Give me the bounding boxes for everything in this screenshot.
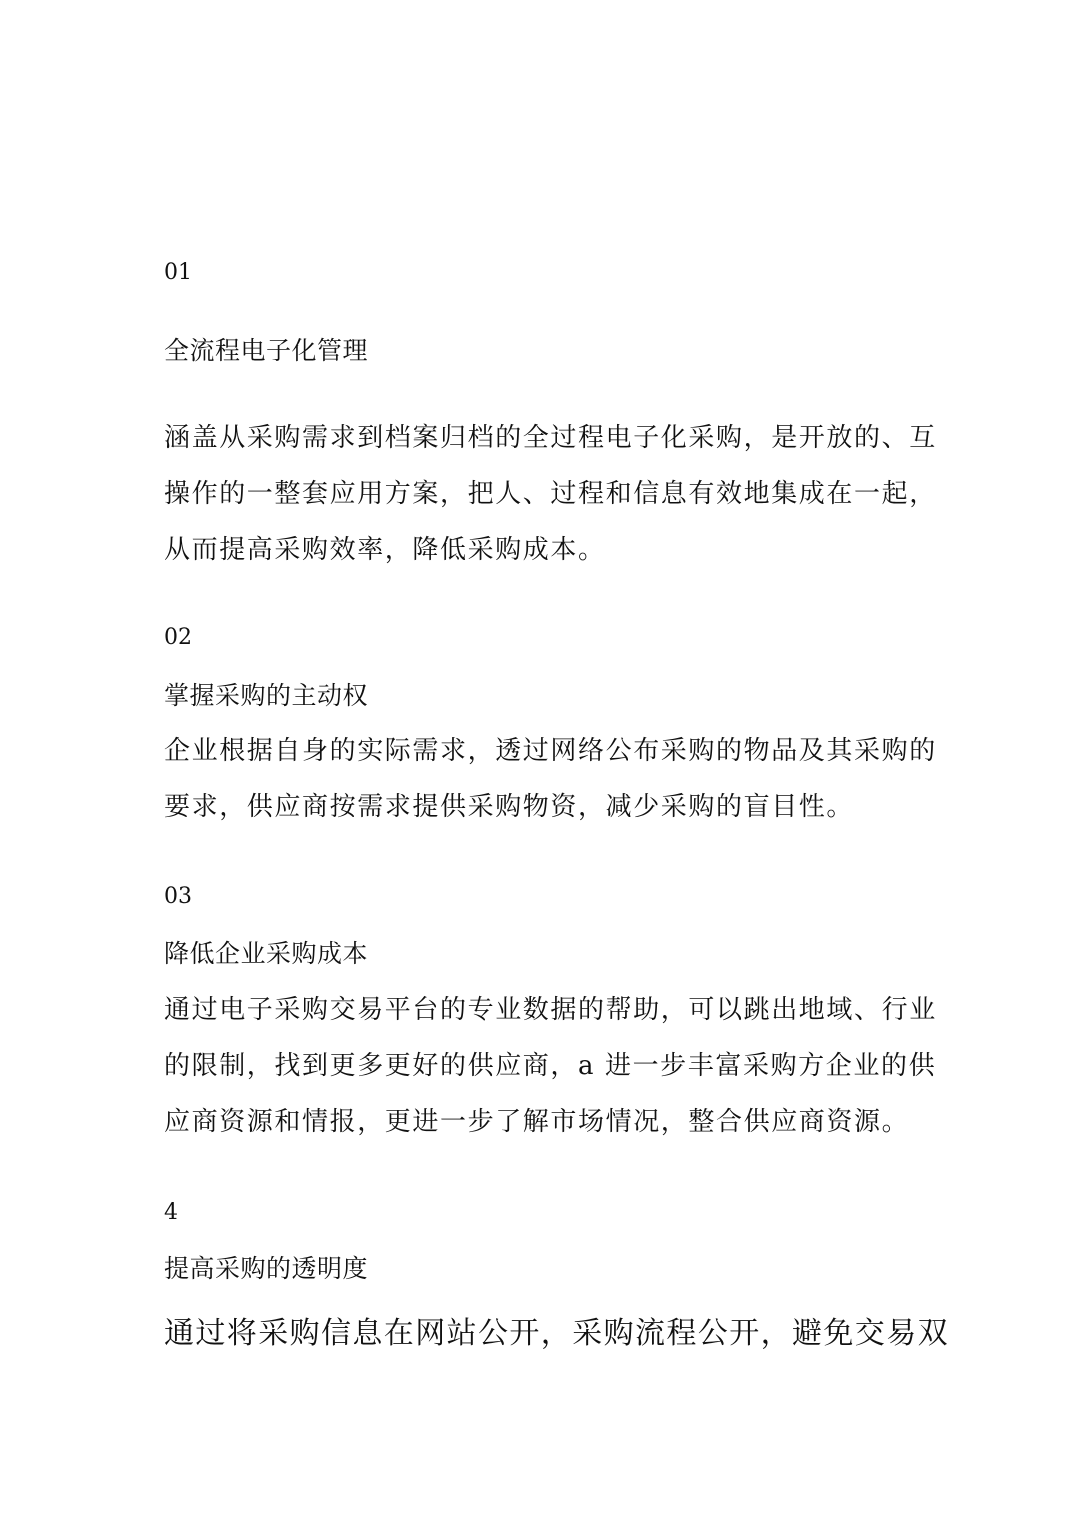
section-paragraph	[164, 982, 937, 1150]
paragraph-line: 操作的一整套应用方案，把人、过程和信息有效地集成在一起，	[164, 479, 937, 509]
paragraph-line: 企业根据自身的实际需求，透过网络公布采购的物品及其采购的	[164, 736, 937, 766]
section-number: 01	[164, 260, 192, 285]
paragraph-line: 通过电子采购交易平台的专业数据的帮助，可以跳出地域、行业	[164, 995, 937, 1025]
paragraph-line: 应商资源和情报，更进一步了解市场情况，整合供应商资源。	[164, 1107, 910, 1137]
paragraph-line: 从而提高采购效率，降低采购成本。	[164, 535, 606, 565]
section-number: 03	[164, 884, 192, 909]
section-title: 降低企业采购成本	[164, 939, 369, 968]
paragraph-line: 通过将采购信息在网站公开，采购流程公开，避免交易双	[164, 1316, 949, 1351]
section-paragraph	[164, 410, 937, 578]
paragraph-line: 涵盖从采购需求到档案归档的全过程电子化采购，是开放的、互	[164, 423, 937, 453]
paragraph-line: 的限制，找到更多更好的供应商，a 进一步丰富采购方企业的供	[164, 1051, 937, 1081]
section-title: 提高采购的透明度	[164, 1254, 369, 1283]
section-paragraph	[164, 1314, 949, 1354]
section-title: 掌握采购的主动权	[164, 681, 369, 710]
section-number: 02	[164, 625, 192, 650]
paragraph-line: 要求，供应商按需求提供采购物资，减少采购的盲目性。	[164, 792, 855, 822]
section-paragraph	[164, 723, 937, 835]
section-number: 4	[164, 1200, 178, 1225]
section-title: 全流程电子化管理	[164, 336, 369, 365]
